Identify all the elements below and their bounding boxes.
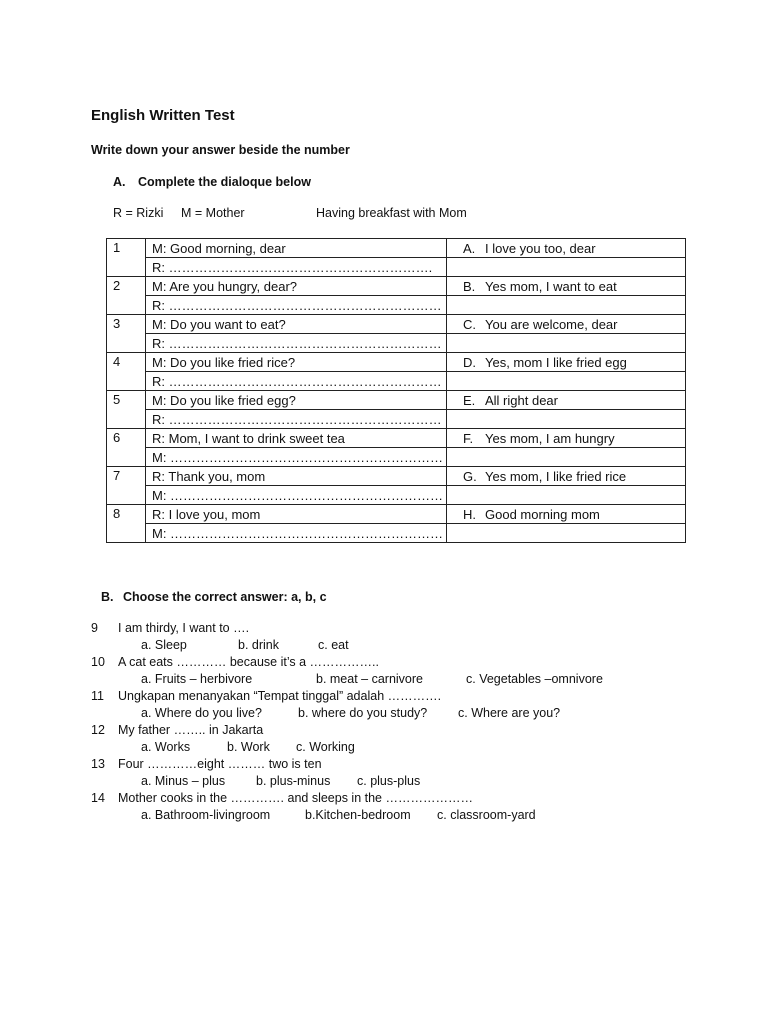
question-text: I am thirdy, I want to …. (118, 621, 250, 635)
answer-option-text: All right dear (485, 392, 558, 408)
dialogue-row (107, 239, 686, 258)
dialogue-row-response (107, 372, 686, 391)
dialogue-line-response: R: ……………………………………………………. (146, 258, 447, 277)
answer-choice[interactable]: a. Minus – plus (141, 774, 226, 788)
answer-option (447, 315, 686, 334)
answer-option (447, 505, 686, 524)
answer-choice[interactable]: c. Vegetables –omnivore (466, 672, 603, 686)
answer-option-letter: E. (463, 392, 476, 408)
dialogue-line-first: M: Do you want to eat? (146, 315, 447, 334)
answer-choice[interactable]: a. Where do you live? (141, 706, 262, 720)
dialogue-row (107, 353, 686, 372)
answer-option (447, 429, 686, 448)
answer-option (447, 391, 686, 410)
row-number: 2 (107, 277, 146, 315)
row-number: 3 (107, 315, 146, 353)
answer-choice[interactable]: b. drink (238, 638, 279, 652)
answer-option (447, 353, 686, 372)
answer-choice[interactable]: a. Fruits – herbivore (141, 672, 253, 686)
dialogue-line-response: M: ……………………………………………………… (146, 524, 447, 543)
dialogue-row-response (107, 410, 686, 429)
section-b-title: Choose the correct answer: a, b, c (123, 590, 327, 604)
question-number: 12 (91, 723, 105, 737)
answer-option-letter: G. (463, 468, 477, 484)
answer-option-text: Good morning mom (485, 506, 600, 522)
empty-cell (447, 372, 686, 391)
dialogue-row (107, 277, 686, 296)
answer-choice[interactable]: c. Working (296, 740, 355, 754)
row-number: 7 (107, 467, 146, 505)
question-number: 10 (91, 655, 105, 669)
answer-choice[interactable]: a. Sleep (141, 638, 187, 652)
answer-choice[interactable]: b. meat – carnivore (316, 672, 423, 686)
empty-cell (447, 334, 686, 353)
dialogue-row-response (107, 486, 686, 505)
answer-choice[interactable]: a. Bathroom-livingroom (141, 808, 271, 822)
row-number: 5 (107, 391, 146, 429)
answer-option-text: I love you too, dear (485, 240, 596, 256)
answer-option-text: Yes mom, I want to eat (485, 278, 617, 294)
answer-option-text: Yes mom, I am hungry (485, 430, 615, 446)
empty-cell (447, 410, 686, 429)
answer-choice[interactable]: c. Where are you? (458, 706, 561, 720)
legend-rizki: R = Rizki (113, 206, 164, 220)
question-text: Mother cooks in the …………. and sleeps in the ………………… (118, 791, 473, 805)
legend-mother: M = Mother (181, 206, 245, 220)
dialogue-line-first: R: Mom, I want to drink sweet tea (146, 429, 447, 448)
dialogue-table (106, 238, 686, 543)
question-number: 14 (91, 791, 105, 805)
dialogue-line-first: M: Do you like fried rice? (146, 353, 447, 372)
answer-option-text: You are welcome, dear (485, 316, 618, 332)
dialogue-row-response (107, 448, 686, 467)
dialogue-line-first: R: I love you, mom (146, 505, 447, 524)
answer-option-letter: B. (463, 278, 476, 294)
answer-option (447, 277, 686, 296)
answer-choice[interactable]: c. classroom-yard (437, 808, 536, 822)
answer-option (447, 467, 686, 486)
question-number: 13 (91, 757, 105, 771)
answer-option-letter: C. (463, 316, 476, 332)
answer-choice[interactable]: b. where do you study? (298, 706, 428, 720)
answer-choice[interactable]: c. eat (318, 638, 349, 652)
empty-cell (447, 258, 686, 277)
row-number: 6 (107, 429, 146, 467)
answer-option-letter: F. (463, 430, 474, 446)
empty-cell (447, 296, 686, 315)
answer-choice[interactable]: b.Kitchen-bedroom (305, 808, 411, 822)
row-number: 4 (107, 353, 146, 391)
dialogue-row-response (107, 296, 686, 315)
answer-option-letter: H. (463, 506, 476, 522)
answer-option (447, 239, 686, 258)
empty-cell (447, 524, 686, 543)
dialogue-row-response (107, 258, 686, 277)
dialogue-line-response: M: ……………………………………………………… (146, 448, 447, 467)
dialogue-line-first: M: Good morning, dear (146, 239, 447, 258)
legend-context: Having breakfast with Mom (316, 206, 467, 220)
answer-choice[interactable]: b. Work (227, 740, 270, 754)
empty-cell (447, 486, 686, 505)
question-text: My father …….. in Jakarta (118, 723, 264, 737)
dialogue-line-first: R: Thank you, mom (146, 467, 447, 486)
question-text: Ungkapan menanyakan “Tempat tinggal” adalah …………. (118, 689, 442, 703)
dialogue-line-response: M: ……………………………………………………… (146, 486, 447, 505)
question-number: 11 (91, 689, 104, 703)
dialogue-line-first: M: Do you like fried egg? (146, 391, 447, 410)
section-a-title: Complete the dialoque below (138, 175, 311, 189)
instruction-text: Write down your answer beside the number (91, 143, 350, 157)
answer-choice[interactable]: a. Works (141, 740, 191, 754)
answer-option-letter: D. (463, 354, 476, 370)
dialogue-line-response: R: ……………………………………………………… (146, 372, 447, 391)
dialogue-row (107, 391, 686, 410)
question-text: Four …………eight ……… two is ten (118, 757, 322, 771)
row-number: 8 (107, 505, 146, 543)
dialogue-row-response (107, 334, 686, 353)
dialogue-row (107, 467, 686, 486)
dialogue-row (107, 429, 686, 448)
answer-choice[interactable]: c. plus-plus (357, 774, 421, 788)
dialogue-row (107, 315, 686, 334)
row-number: 1 (107, 239, 146, 277)
dialogue-row-response (107, 524, 686, 543)
dialogue-line-response: R: ……………………………………………………… (146, 410, 447, 429)
answer-option-text: Yes mom, I like fried rice (485, 468, 627, 484)
dialogue-line-response: R: ……………………………………………………… (146, 296, 447, 315)
section-b-letter: B. (101, 590, 114, 604)
dialogue-line-first: M: Are you hungry, dear? (146, 277, 447, 296)
answer-choice[interactable]: b. plus-minus (256, 774, 331, 788)
section-a-letter: A. (113, 175, 126, 189)
dialogue-line-response: R: ……………………………………………………… (146, 334, 447, 353)
answer-option-letter: A. (463, 240, 476, 256)
page-title: English Written Test (91, 107, 235, 124)
question-number: 9 (91, 621, 98, 635)
question-text: A cat eats ………… because it’s a …………….. (118, 655, 379, 669)
empty-cell (447, 448, 686, 467)
section-b-heading (101, 590, 327, 604)
section-a-heading (113, 175, 311, 189)
answer-option-text: Yes, mom I like fried egg (485, 354, 627, 370)
dialogue-row (107, 505, 686, 524)
